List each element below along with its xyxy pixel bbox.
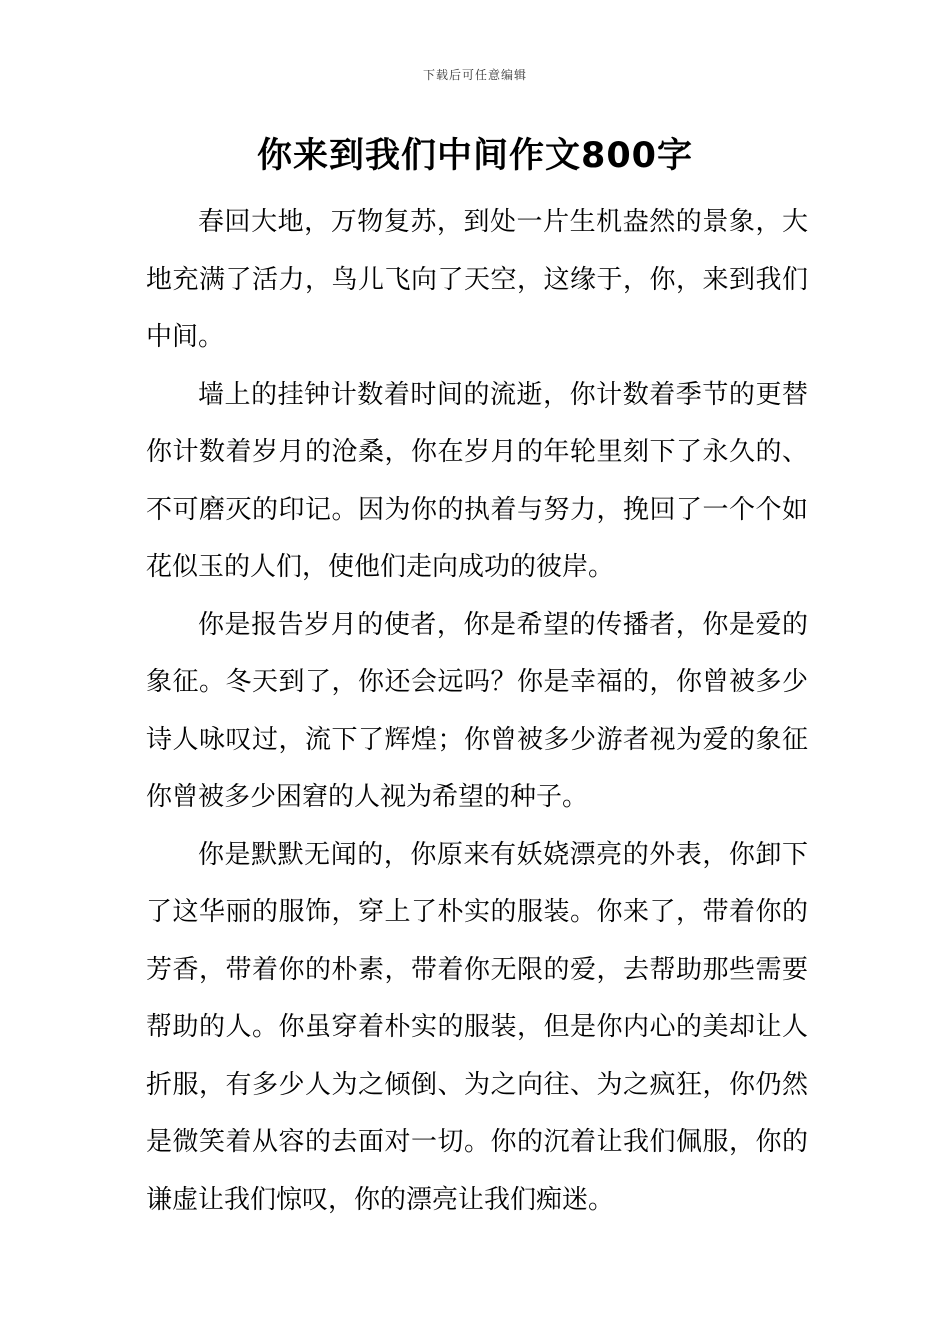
document-body <box>146 194 808 1229</box>
paragraph: 你是默默无闻的，你原来有妖娆漂亮的外表，你卸下了这华丽的服饰，穿上了朴实的服装。你来了，带着你的芳香，带着你的朴素，带着你无限的爱，去帮助那些需要帮助的人。你虽穿着朴实的服装，但是你内心的美却让人折服，有多少人为之倾倒、为之向往、为之疯狂，你仍然是微笑着从容的去面对一切。你的沉着让我们佩服，你的谦虚让我们惊叹，你的漂亮让我们痴迷。 <box>146 839 808 1215</box>
page-header: 下载后可任意编辑 <box>422 68 527 82</box>
paragraph: 墙上的挂钟计数着时间的流逝，你计数着季节的更替你计数着岁月的沧桑，你在岁月的年轮里刻下了永久的、不可磨灭的印记。因为你的执着与努力，挽回了一个个如花似玉的人们，使他们走向成功的彼岸。 <box>146 379 808 582</box>
paragraph: 春回大地，万物复苏，到处一片生机盎然的景象，大地充满了活力，鸟儿飞向了天空，这缘于，你，来到我们中间。 <box>146 207 808 352</box>
document-title: 你来到我们中间作文800字 <box>256 136 694 176</box>
paragraph: 你是报告岁月的使者，你是希望的传播者，你是爱的象征。冬天到了，你还会远吗？你是幸福的，你曾被多少诗人咏叹过，流下了辉煌；你曾被多少游者视为爱的象征你曾被多少困窘的人视为希望的种子。 <box>146 609 808 812</box>
